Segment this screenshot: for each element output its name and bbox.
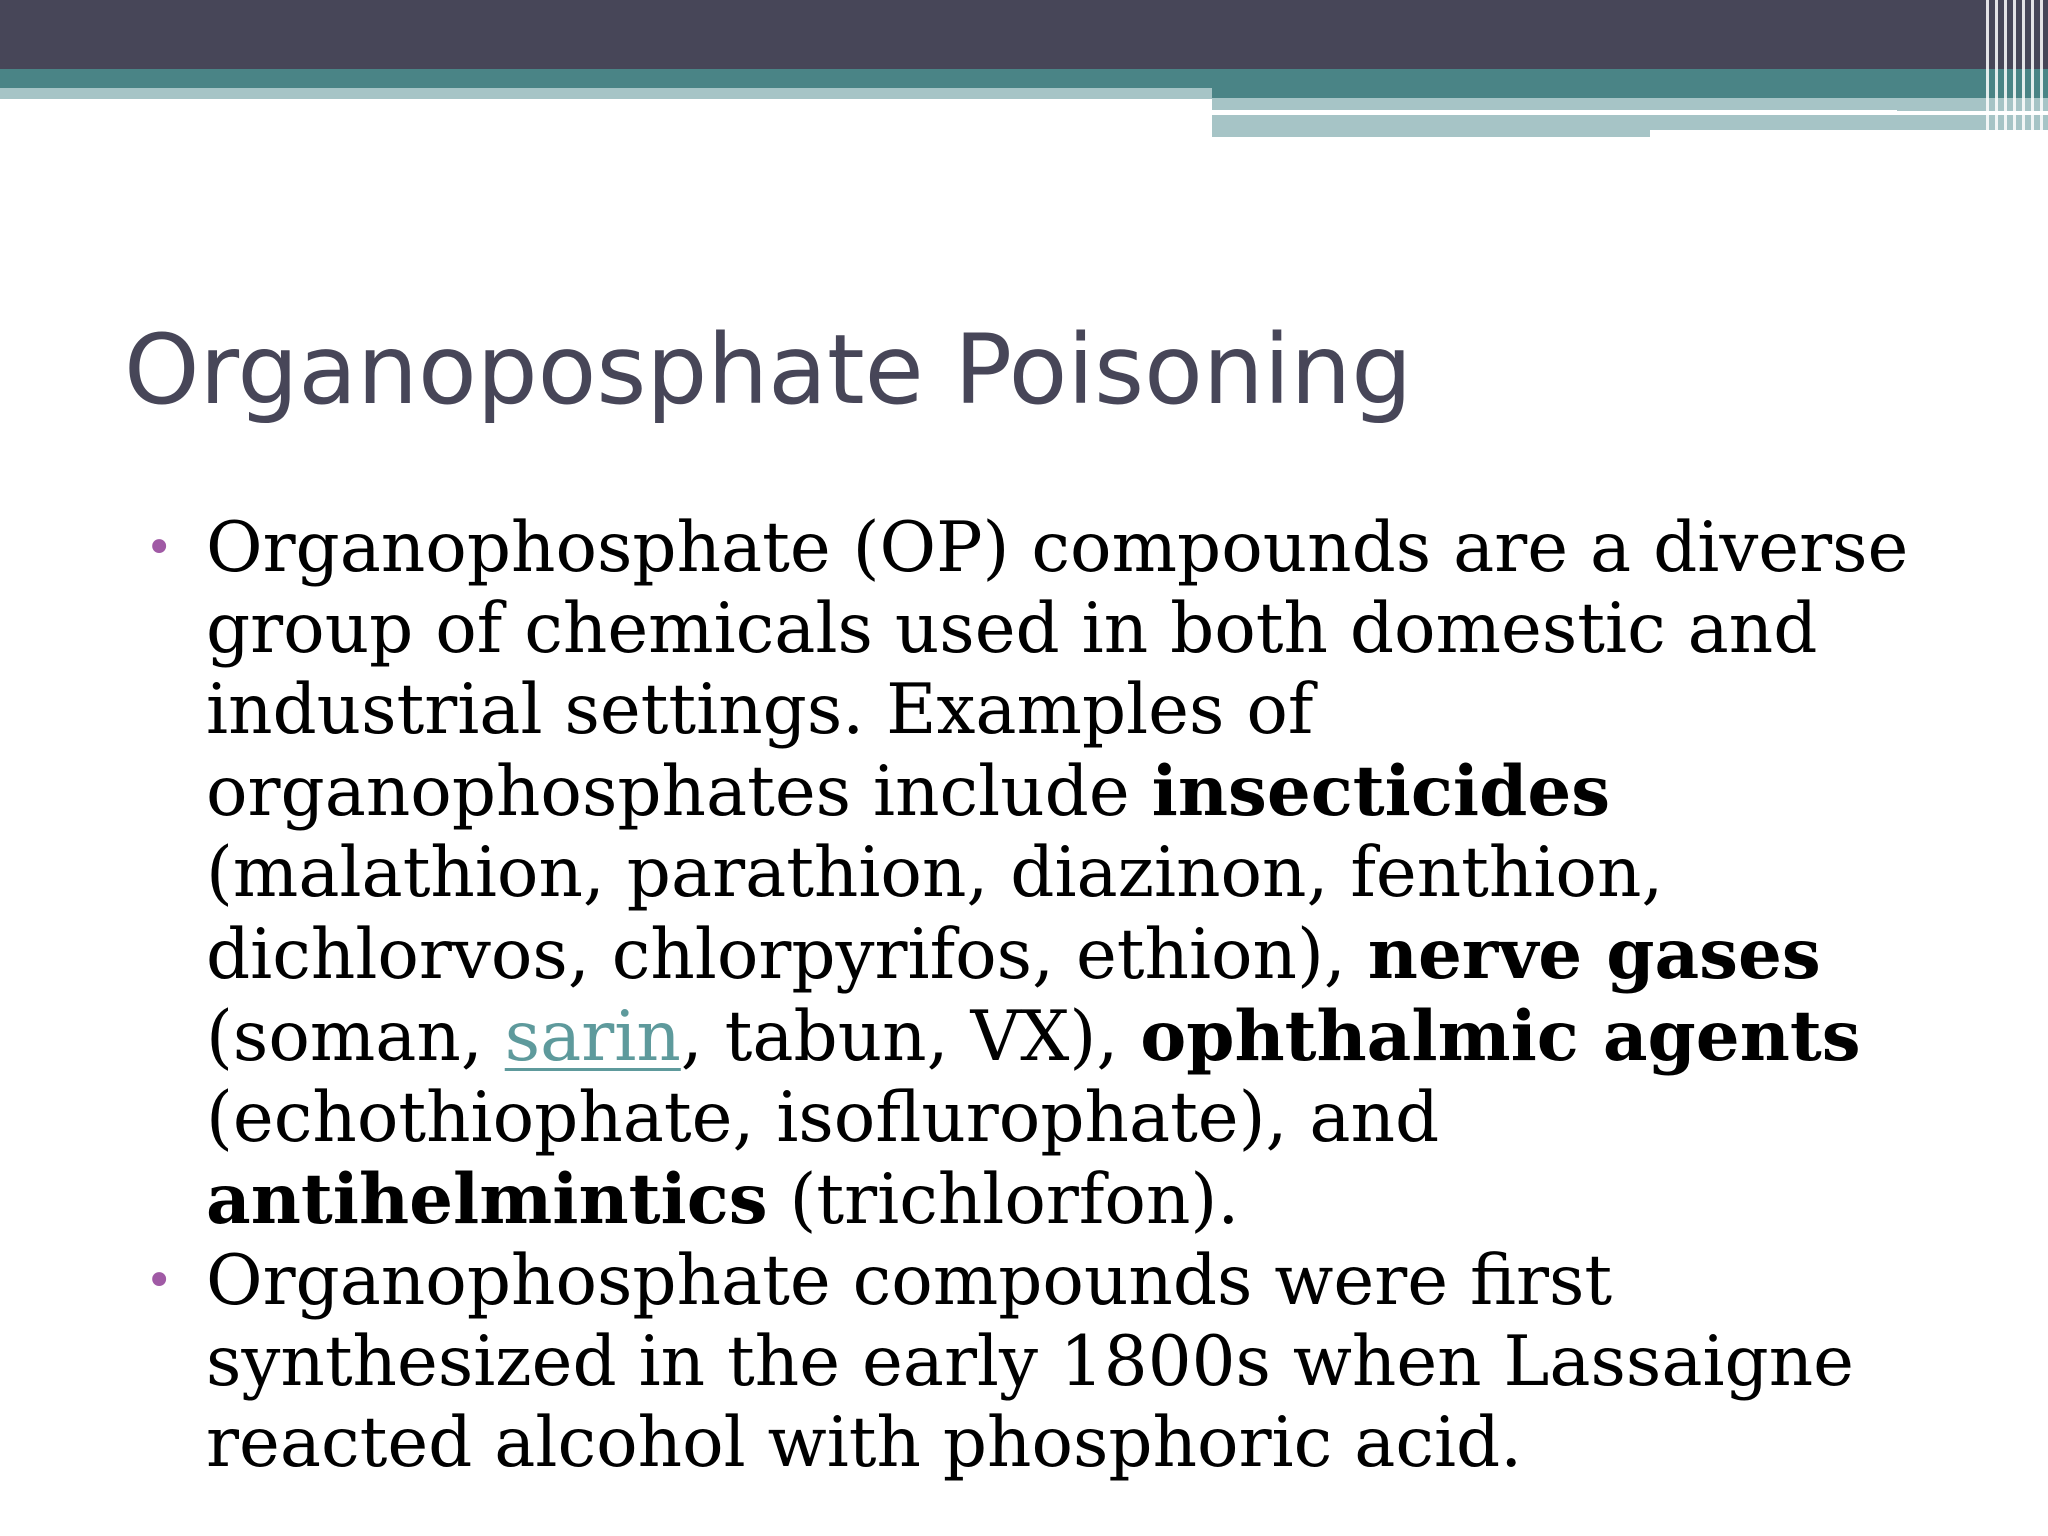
bullet-1-text-part-2: (malathion, parathion, diazinon, fenthion, dichlorvos, chlorpyrifos, ethion), [206,833,1664,995]
header-band-light-left [0,88,1212,99]
header-band-teal-right [1212,69,2048,98]
term-ophthalmic-agents: ophthalmic agents [1140,996,1861,1077]
bullet-item-2 [145,1241,1935,1484]
bullet-dot-icon: • [145,520,174,576]
term-insecticides: insecticides [1151,751,1611,832]
bullet-item-1 [145,508,1935,1241]
header-band-dark [0,0,2048,69]
bullet-1-text-part-5: (echothiophate, isoflurophate), and [206,1078,1440,1158]
bullet-list [145,508,1935,1484]
bullet-1-text-part-4: , tabun, VX), [680,997,1141,1077]
header-band-teal-left [0,69,1212,88]
header-edge-lines [1986,0,2048,137]
term-nerve-gases: nerve gases [1367,914,1821,995]
link-sarin[interactable]: sarin [504,997,681,1077]
bullet-dot-icon: • [145,1253,174,1309]
bullet-2-text: Organophosphate compounds were first synthesized in the early 1800s when Lassaigne reacted alcohol with phosphoric acid. [206,1241,1854,1483]
bullet-1-text-part-6: (trichlorfon). [767,1160,1240,1240]
slide-title: Organoposphate Poisoning [124,314,1413,426]
term-antihelmintics: antihelmintics [206,1159,768,1240]
bullet-1-text-part-1: Organophosphate (OP) compounds are a diverse group of chemicals used in both domestic and industrial settings. Examples of organophosphates include [206,508,1909,832]
bullet-1-text-part-3: (soman, [206,997,505,1077]
